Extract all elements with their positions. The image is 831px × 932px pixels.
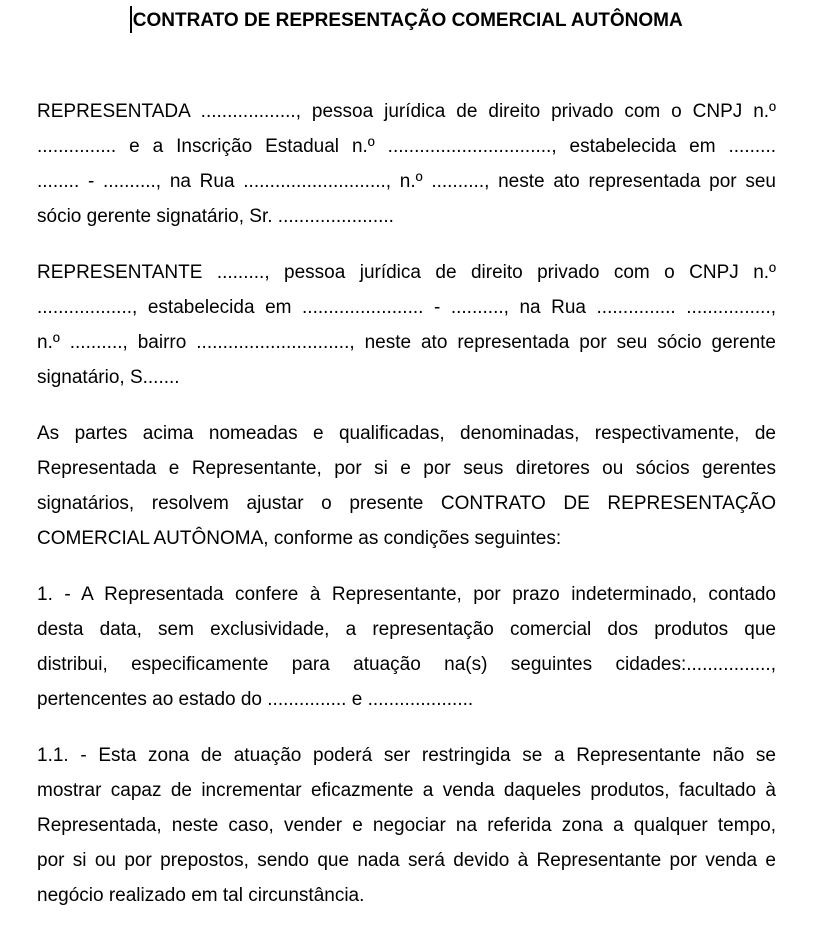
- paragraph-line: sócio gerente signatário, Sr. ......................: [37, 206, 394, 227]
- paragraph-line: REPRESENTANTE ........., pessoa jurídica de direito privado com o CNPJ n.º: [37, 262, 776, 283]
- paragraph-preamble: [37, 416, 776, 556]
- paragraph-line: ............... e a Inscrição Estadual n.º ..............................., estabelecida em .........: [37, 136, 776, 157]
- paragraph-line: negócio realizado em tal circunstância.: [37, 885, 365, 906]
- paragraph-line: COMERCIAL AUTÔNOMA, conforme as condições seguintes:: [37, 528, 562, 549]
- paragraph-representante: [37, 255, 776, 395]
- paragraph-clause-1-1: [37, 738, 776, 913]
- paragraph-line: signatário, S.......: [37, 367, 180, 388]
- paragraph-line: As partes acima nomeadas e qualificadas, denominadas, respectivamente, de: [37, 423, 776, 444]
- document-title: CONTRATO DE REPRESENTAÇÃO COMERCIAL AUTÔNOMA: [132, 10, 683, 31]
- text-cursor-caret: [130, 6, 132, 33]
- paragraph-line: 1. - A Representada confere à Representante, por prazo indeterminado, contado: [37, 584, 776, 605]
- document-title-row: [37, 6, 776, 36]
- paragraph-representada: [37, 94, 776, 234]
- paragraph-line: n.º .........., bairro ............................., neste ato representada por seu sócio gerente: [37, 332, 776, 353]
- paragraph-line: REPRESENTADA .................., pessoa jurídica de direito privado com o CNPJ n.º: [37, 101, 776, 122]
- paragraph-line: Representada e Representante, por si e por seus diretores ou sócios gerentes: [37, 458, 776, 479]
- paragraph-line: pertencentes ao estado do ............... e ....................: [37, 689, 474, 710]
- paragraph-line: signatários, resolvem ajustar o presente CONTRATO DE REPRESENTAÇÃO: [37, 493, 776, 514]
- paragraph-clause-1: [37, 577, 776, 717]
- paragraph-line: .................., estabelecida em ....................... - .........., na Rua ............... ................,: [37, 297, 776, 318]
- paragraph-line: mostrar capaz de incrementar eficazmente a venda daqueles produtos, facultado à: [37, 780, 776, 801]
- paragraph-line: distribui, especificamente para atuação na(s) seguintes cidades:................,: [37, 654, 776, 675]
- paragraph-line: Representada, neste caso, vender e negociar na referida zona a qualquer tempo,: [37, 815, 776, 836]
- paragraph-line: desta data, sem exclusividade, a representação comercial dos produtos que: [37, 619, 776, 640]
- paragraph-line: por si ou por prepostos, sendo que nada será devido à Representante por venda e: [37, 850, 776, 871]
- paragraph-line: 1.1. - Esta zona de atuação poderá ser restringida se a Representante não se: [37, 745, 776, 766]
- paragraph-line: ........ - .........., na Rua ..........................., n.º .........., neste ato representada por seu: [37, 171, 776, 192]
